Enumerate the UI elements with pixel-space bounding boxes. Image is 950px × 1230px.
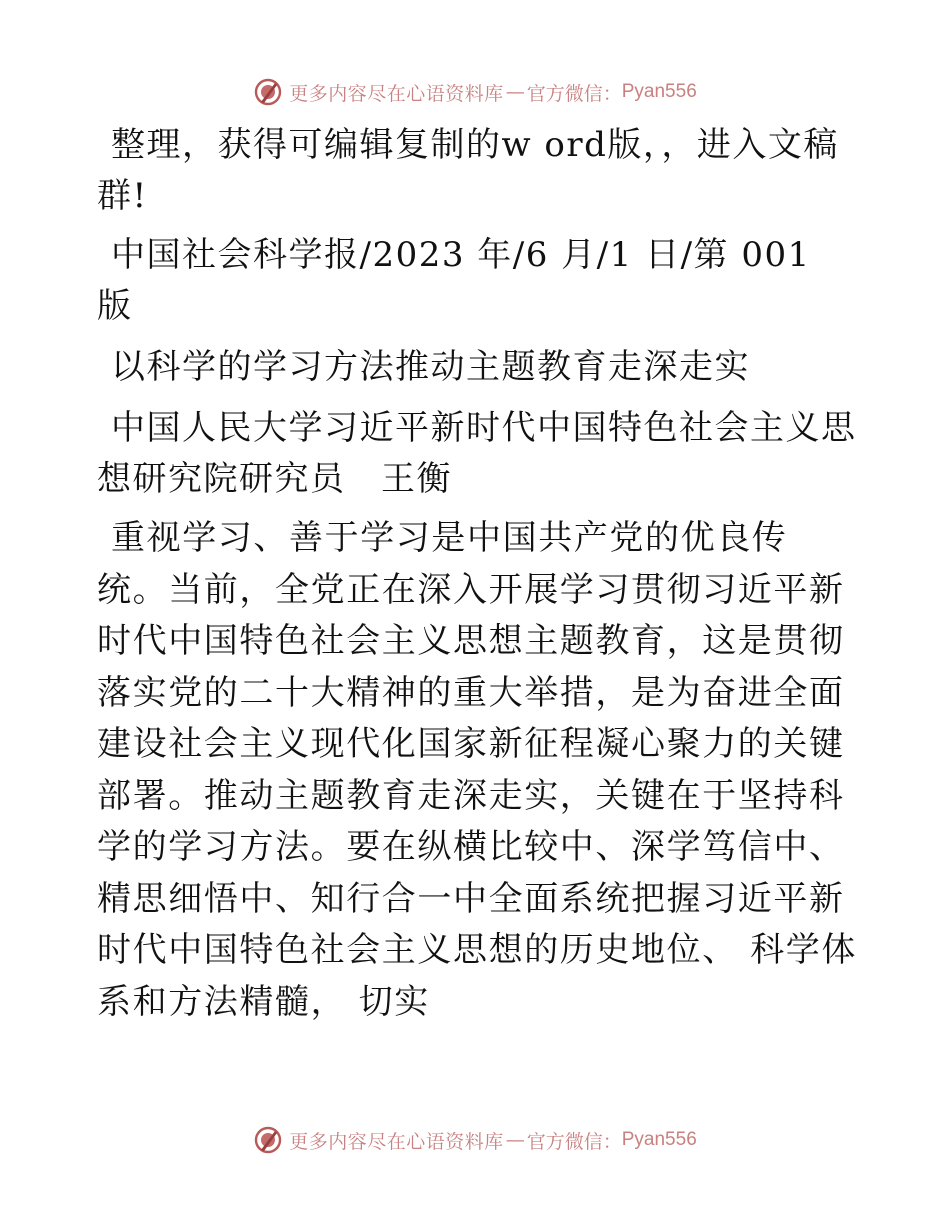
quill-seal-icon (253, 1125, 283, 1155)
watermark-text: 更多内容尽在心语资料库 (289, 82, 504, 105)
author-line: 中国人民大学习近平新时代中国特色社会主义思想研究院研究员 王衡 (97, 408, 857, 499)
watermark-separator: — (505, 1129, 525, 1151)
watermark-wechat-id: Pyan556 (621, 1129, 697, 1150)
document-body (97, 120, 857, 1036)
watermark-wechat-label: 官方微信： (526, 1130, 622, 1153)
intro-paragraph: 整理，获得可编辑复制的w ord版，，进入文稿群! (97, 125, 839, 216)
article-title: 以科学的学习方法推动主题教育走深走实 (111, 347, 750, 387)
source-line: 中国社会科学报/2023 年/6 月/1 日/第 001 版 (97, 235, 811, 326)
watermark-wechat-label: 官方微信： (526, 82, 622, 105)
body-paragraph: 重视学习、善于学习是中国共产党的优良传统。当前，全党正在深入开展学习贯彻习近平新时代中国特色社会主义思想主题教育，这是贯彻落实党的二十大精神的重大举措，是为奋进全面建设社会主义现代化国家新征程凝心聚力的关键部署。推动主题教育走深走实，关键在于坚持科学的学习方法。要在纵横比较中、深学笃信中、精思细悟中、知行合一中全面系统把握习近平新时代中国特色社会主义思想的历史地位、 科学体系和方法精髓， 切实 (97, 518, 858, 1022)
header-watermark (0, 72, 950, 112)
quill-seal-icon (253, 77, 283, 107)
watermark-text: 更多内容尽在心语资料库 (289, 1130, 504, 1153)
watermark-separator: — (505, 81, 525, 103)
watermark-wechat-id: Pyan556 (621, 81, 697, 102)
footer-watermark (0, 1120, 950, 1160)
